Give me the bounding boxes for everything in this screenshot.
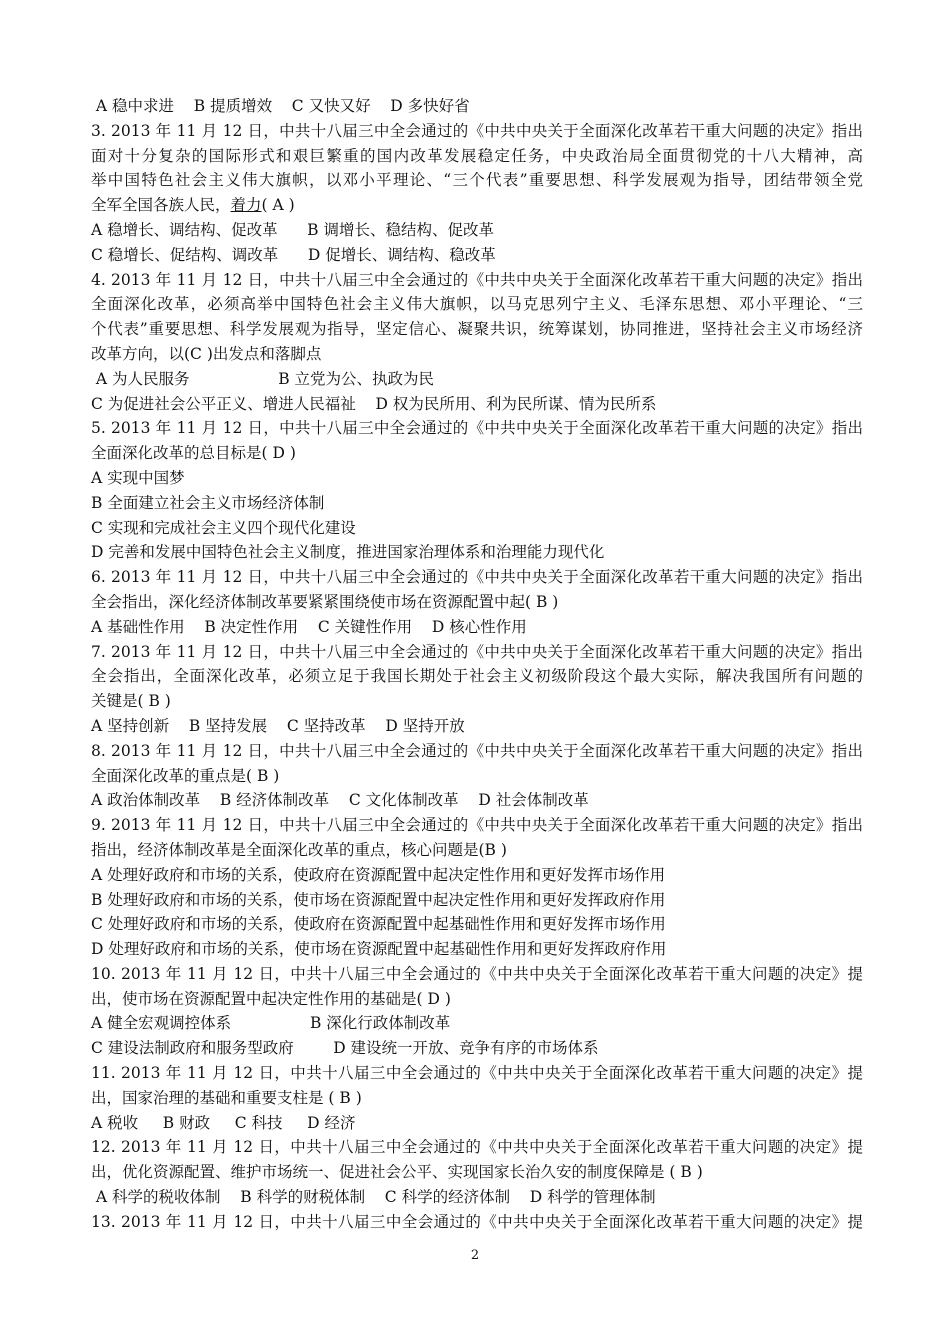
question-line — [91, 441, 863, 466]
question-line — [91, 813, 863, 838]
question-line — [91, 193, 863, 218]
option-line — [91, 615, 863, 640]
line-text: 指出，经济体制改革是全面深化改革的重点，核心问题是(B ) — [91, 840, 507, 859]
option-line — [91, 94, 863, 119]
line-text: 关键是( B ) — [91, 692, 171, 711]
line-text: 9. 2013 年 11 月 12 日，中共十八届三中全会通过的《中共中央关于全面深化改革若干重大问题的决定》指出 — [91, 816, 863, 835]
option-line — [91, 516, 863, 541]
line-text: 10. 2013 年 11 月 12 日，中共十八届三中全会通过的《中共中央关于全面深化改革若干重大问题的决定》提 — [91, 964, 863, 983]
option-line — [91, 1011, 863, 1036]
question-line — [91, 317, 863, 342]
line-text: 出，国家治理的基础和重要支柱是 ( B ) — [91, 1088, 362, 1107]
option-line — [91, 788, 863, 813]
line-text: 个代表”重要思想、科学发展观为指导，坚定信心、凝聚共识，统筹谋划，协同推进，坚持社会主义市场经济 — [91, 320, 863, 339]
page-number: 2 — [470, 1248, 480, 1263]
line-text: D 处理好政府和市场的关系，使市场在资源配置中起基础性作用和更好发挥政府作用 — [91, 940, 667, 959]
option-line — [91, 937, 863, 962]
option-line — [91, 863, 863, 888]
question-line — [91, 1061, 863, 1086]
line-text: 4. 2013 年 11 月 12 日，中共十八届三中全会通过的《中共中央关于全面深化改革若干重大问题的决定》指出 — [91, 270, 863, 289]
question-line — [91, 1210, 863, 1235]
line-text: 出，使市场在资源配置中起决定性作用的基础是( D ) — [91, 989, 451, 1008]
line-text: 全面深化改革的重点是( B ) — [91, 766, 280, 785]
question-line — [91, 342, 863, 367]
option-line — [91, 1111, 863, 1136]
line-text: A 为人民服务 B 立党为公、执政为民 — [91, 369, 435, 388]
question-line — [91, 144, 863, 169]
line-text: A 基础性作用 B 决定性作用 C 关键性作用 D 核心性作用 — [91, 617, 527, 636]
answer-text: ( A ) — [261, 196, 295, 215]
question-line — [91, 739, 863, 764]
line-text: A 健全宏观调控体系 B 深化行政体制改革 — [91, 1014, 451, 1033]
option-line — [91, 218, 863, 243]
question-line — [91, 416, 863, 441]
line-text: C 实现和完成社会主义四个现代化建设 — [91, 518, 356, 537]
question-line — [91, 764, 863, 789]
line-text: 11. 2013 年 11 月 12 日，中共十八届三中全会通过的《中共中央关于全面深化改革若干重大问题的决定》提 — [91, 1064, 863, 1083]
line-text: C 处理好政府和市场的关系，使政府在资源配置中起基础性作用和更好发挥市场作用 — [91, 915, 666, 934]
question-line — [91, 987, 863, 1012]
line-text: 出，优化资源配置、维护市场统一、促进社会公平、实现国家长治久安的制度保障是 ( B ) — [91, 1163, 703, 1182]
line-text: A 政治体制改革 B 经济体制改革 C 文化体制改革 D 社会体制改革 — [91, 791, 589, 810]
line-text: 全会指出，深化经济体制改革要紧紧围绕使市场在资源配置中起( B ) — [91, 592, 559, 611]
line-text: 举中国特色社会主义伟大旗帜，以邓小平理论、“三个代表”重要思想、科学发展观为指导，团结带领全党 — [91, 171, 863, 190]
document-body — [91, 94, 863, 1235]
line-text: 全面深化改革的总目标是( D ) — [91, 444, 296, 463]
line-text: C 稳增长、促结构、调改革 D 促增长、调结构、稳改革 — [91, 245, 496, 264]
line-text: 全军全国各族人民， — [91, 196, 231, 215]
line-text: C 为促进社会公平正义、增进人民福祉 D 权为民所用、利为民所谋、情为民所系 — [91, 394, 657, 413]
question-line — [91, 565, 863, 590]
question-line — [91, 1086, 863, 1111]
option-line — [91, 466, 863, 491]
question-line — [91, 962, 863, 987]
line-text: 全会指出，全面深化改革，必须立足于我国长期处于社会主义初级阶段这个最大实际，解决我国所有问题的 — [91, 667, 863, 686]
line-text: D 完善和发展中国特色社会主义制度，推进国家治理体系和治理能力现代化 — [91, 543, 605, 562]
question-line — [91, 268, 863, 293]
option-line — [91, 491, 863, 516]
line-text: A 稳中求进 B 提质增效 C 又快又好 D 多快好省 — [91, 97, 470, 115]
option-line — [91, 714, 863, 739]
option-line — [91, 392, 863, 417]
option-line — [91, 367, 863, 392]
question-line — [91, 664, 863, 689]
line-text: 8. 2013 年 11 月 12 日，中共十八届三中全会通过的《中共中央关于全面深化改革若干重大问题的决定》指出 — [91, 741, 863, 760]
option-line — [91, 912, 863, 937]
question-line — [91, 119, 863, 144]
option-line — [91, 540, 863, 565]
line-text: A 实现中国梦 — [91, 468, 185, 487]
line-text: 5. 2013 年 11 月 12 日，中共十八届三中全会通过的《中共中央关于全面深化改革若干重大问题的决定》指出 — [91, 419, 863, 438]
option-line — [91, 1036, 863, 1061]
question-line — [91, 1135, 863, 1160]
line-text: A 处理好政府和市场的关系，使政府在资源配置中起决定性作用和更好发挥市场作用 — [91, 865, 666, 884]
question-line — [91, 168, 863, 193]
option-line — [91, 1185, 863, 1210]
underlined-text: 着力 — [230, 196, 262, 215]
question-line — [91, 838, 863, 863]
line-text: A 税收 B 财政 C 科技 D 经济 — [91, 1113, 356, 1132]
line-text: A 稳增长、调结构、促改革 B 调增长、稳结构、促改革 — [91, 220, 495, 239]
line-text: 改革方向，以(C )出发点和落脚点 — [91, 344, 322, 363]
line-text: 12. 2013 年 11 月 12 日，中共十八届三中全会通过的《中共中央关于全面深化改革若干重大问题的决定》提 — [91, 1138, 863, 1157]
question-line — [91, 689, 863, 714]
line-text: 7. 2013 年 11 月 12 日，中共十八届三中全会通过的《中共中央关于全面深化改革若干重大问题的决定》指出 — [91, 642, 863, 661]
question-line — [91, 590, 863, 615]
option-line — [91, 888, 863, 913]
line-text: 3. 2013 年 11 月 12 日，中共十八届三中全会通过的《中共中央关于全面深化改革若干重大问题的决定》指出 — [91, 121, 863, 140]
line-text: B 处理好政府和市场的关系，使市场在资源配置中起决定性作用和更好发挥政府作用 — [91, 890, 666, 909]
option-line — [91, 243, 863, 268]
question-line — [91, 640, 863, 665]
question-line — [91, 292, 863, 317]
line-text: C 建设法制政府和服务型政府 D 建设统一开放、竞争有序的市场体系 — [91, 1039, 599, 1058]
question-line — [91, 1160, 863, 1185]
line-text: 13. 2013 年 11 月 12 日，中共十八届三中全会通过的《中共中央关于全面深化改革若干重大问题的决定》提 — [91, 1212, 863, 1231]
line-text: A 科学的税收体制 B 科学的财税体制 C 科学的经济体制 D 科学的管理体制 — [91, 1188, 656, 1207]
line-text: B 全面建立社会主义市场经济体制 — [91, 493, 325, 512]
line-text: A 坚持创新 B 坚持发展 C 坚持改革 D 坚持开放 — [91, 716, 465, 735]
line-text: 面对十分复杂的国际形式和艰巨繁重的国内改革发展稳定任务，中央政治局全面贯彻党的十八大精神，高 — [91, 146, 863, 165]
line-text: 6. 2013 年 11 月 12 日，中共十八届三中全会通过的《中共中央关于全面深化改革若干重大问题的决定》指出 — [91, 568, 863, 587]
line-text: 全面深化改革，必须高举中国特色社会主义伟大旗帜，以马克思列宁主义、毛泽东思想、邓小平理论、“三 — [91, 295, 863, 314]
